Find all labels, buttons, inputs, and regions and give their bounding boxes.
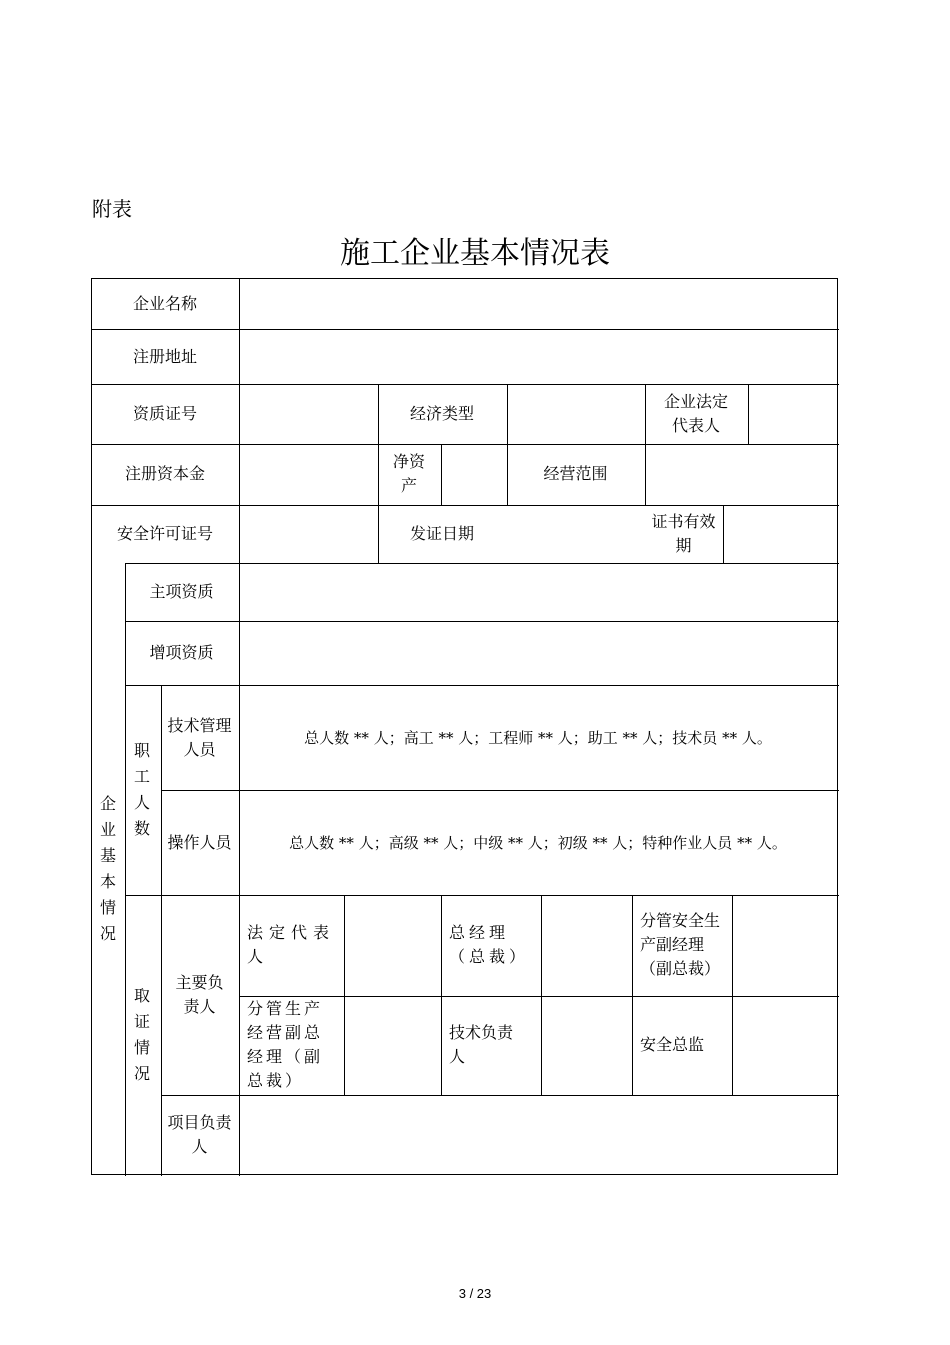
label-safety-director: 安全总监 (640, 1035, 705, 1054)
label-general-manager: 总经理（总裁） (449, 923, 530, 966)
label-qualification-cert: 资质证号 (132, 404, 197, 423)
label-tech-management: 技术管理人员 (167, 715, 232, 759)
label-legal-rep: 企业法定代表人 (663, 392, 728, 435)
label-tech-lead: 技术负责人 (449, 1023, 514, 1066)
label-certification: 取证情况 (133, 986, 150, 1083)
page-number: 3 / 23 (458, 1286, 492, 1301)
label-issue-date: 发证日期 (409, 523, 474, 543)
label-staff-count: 职工人数 (133, 741, 150, 838)
label-project-lead: 项目负责人 (167, 1113, 232, 1156)
section-basic-info: 企业基本情况 (99, 794, 116, 943)
label-cert-validity: 证书有效期 (651, 511, 716, 555)
label-main-leaders: 主要负责人 (175, 973, 224, 1016)
label-safety-permit: 安全许可证号 (116, 523, 213, 543)
tech-management-value: 总人数 ** 人；高工 ** 人；工程师 ** 人；助工 ** 人；技术员 ** 人。 (304, 728, 772, 747)
label-reg-address: 注册地址 (132, 346, 197, 366)
label-additional-qualification: 增项资质 (149, 642, 214, 662)
label-company-name: 企业名称 (132, 294, 197, 313)
operators-value: 总人数 ** 人；高级 ** 人；中级 ** 人；初级 ** 人；特种作业人员 ** 人。 (289, 833, 787, 852)
label-business-scope: 经营范围 (543, 464, 608, 483)
label-legal-rep-2: 法定代表人 (247, 923, 336, 966)
label-main-qualification: 主项资质 (149, 582, 214, 601)
document-title: 施工企业基本情况表 (340, 236, 610, 271)
label-reg-capital: 注册资本金 (124, 464, 205, 483)
label-operators: 操作人员 (167, 832, 232, 852)
label-safety-vp: 分管安全生产副经理（副总裁） (640, 911, 721, 978)
page-label: 附表 (92, 197, 132, 221)
label-production-vp: 分管生产经营副总经理（副总裁） (247, 999, 324, 1090)
label-economy-type: 经济类型 (409, 404, 474, 423)
label-net-assets: 净资产 (392, 452, 425, 495)
